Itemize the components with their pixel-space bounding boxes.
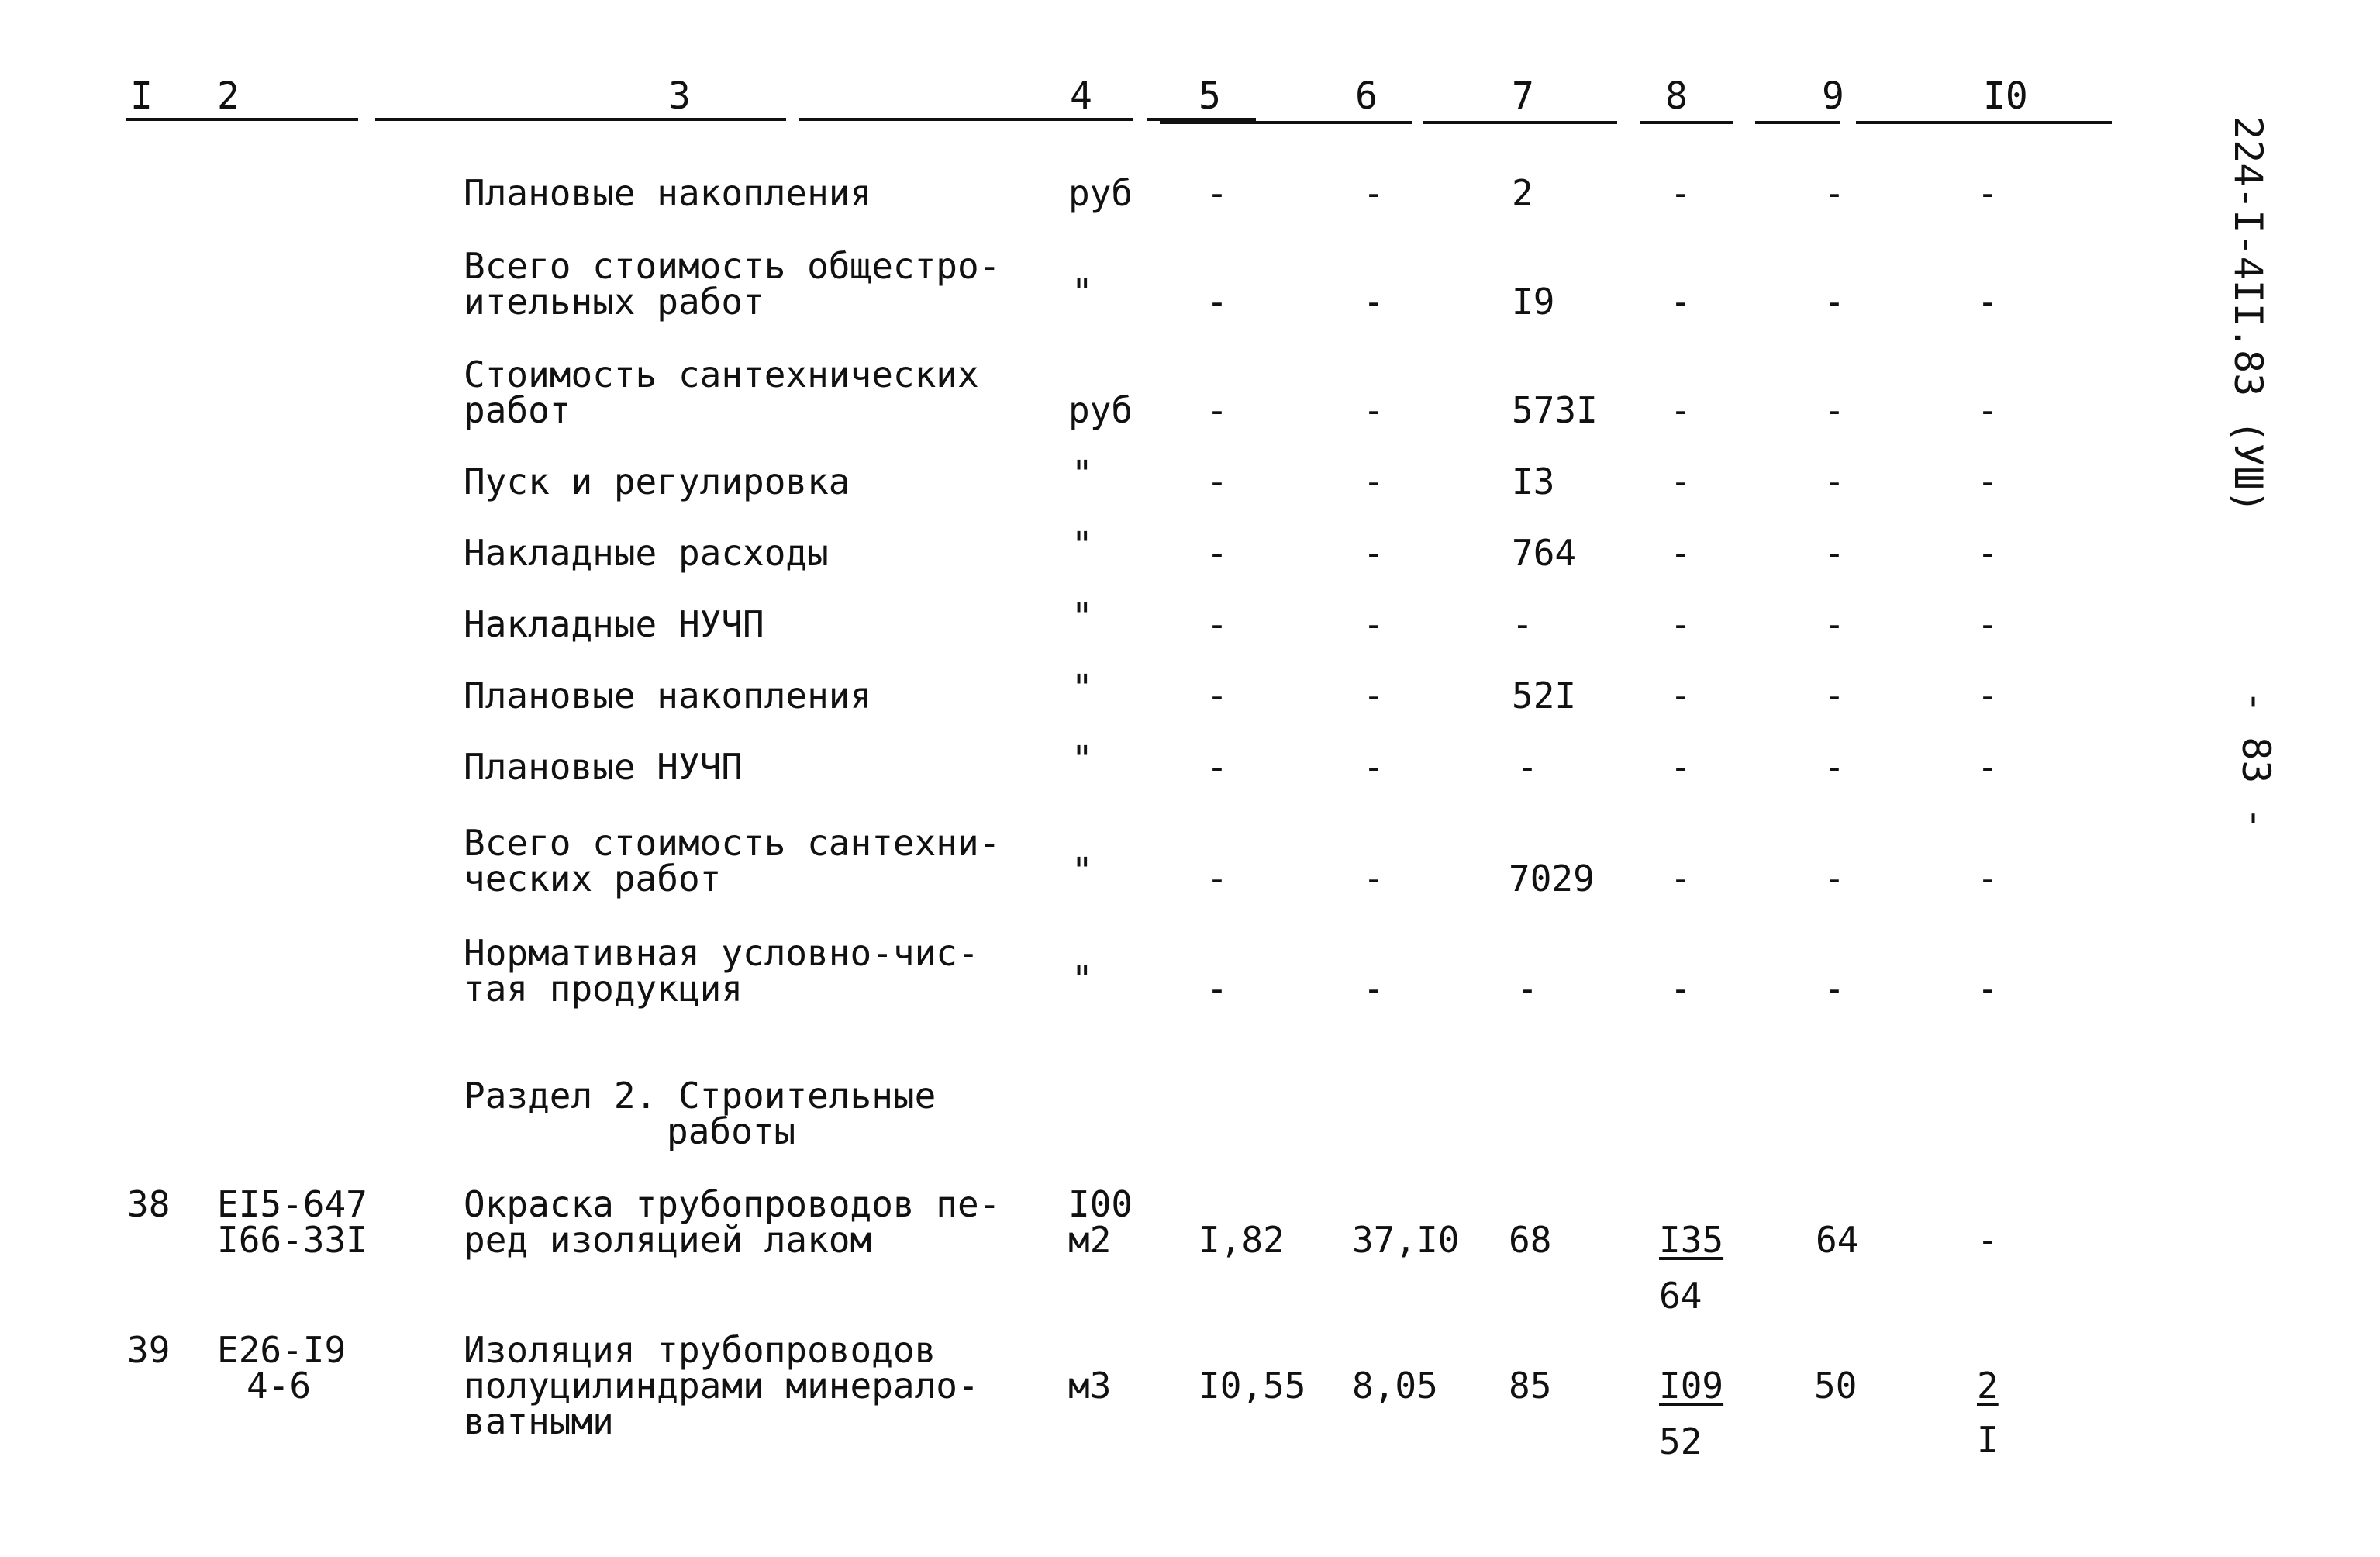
- cell-col7: -: [1516, 968, 1538, 1010]
- cell-col5: -: [1206, 746, 1228, 788]
- cell-col7: 573I: [1512, 389, 1598, 431]
- col-header-4: 4: [1070, 74, 1092, 118]
- row-unit: ": [1071, 453, 1093, 495]
- row-name-line2: ительных работ: [464, 281, 764, 323]
- cell-col6: -: [1363, 532, 1385, 574]
- cell-col7: -: [1512, 603, 1533, 645]
- row-unit: ": [1071, 958, 1093, 1000]
- cell-col5: -: [1206, 461, 1228, 502]
- cell-col9: -: [1823, 675, 1845, 716]
- col-header-6: 6: [1355, 74, 1378, 118]
- item-name-line1: Окраска трубопроводов пе-: [464, 1183, 1001, 1225]
- cell-col5: I,82: [1199, 1219, 1285, 1261]
- cell-col9: -: [1823, 389, 1845, 431]
- cell-col5: -: [1206, 968, 1228, 1010]
- row-name: Плановые НУЧП: [464, 746, 743, 788]
- row-name-line1: Всего стоимость сантехни-: [464, 822, 1001, 864]
- cell-col7: -: [1516, 746, 1538, 788]
- cell-col10: -: [1977, 746, 1999, 788]
- cell-col9: -: [1823, 172, 1845, 214]
- cell-col6: 37,I0: [1352, 1219, 1460, 1261]
- header-rule: [126, 118, 358, 121]
- col-header-8: 8: [1665, 74, 1688, 118]
- cell-col7: 68: [1509, 1219, 1552, 1261]
- item-code-line2: 4-6: [247, 1365, 312, 1407]
- cell-col8: -: [1670, 675, 1692, 716]
- cell-col9: 64: [1816, 1219, 1859, 1261]
- cell-col8: -: [1670, 389, 1692, 431]
- section-heading-line1: Раздел 2. Строительные: [464, 1075, 936, 1117]
- row-name-line1: Нормативная условно-чис-: [464, 932, 979, 974]
- item-name-line1: Изоляция трубопроводов: [464, 1329, 936, 1371]
- cell-col9: -: [1823, 603, 1845, 645]
- cell-col10: -: [1977, 389, 1999, 431]
- item-code-line1: EI5-647: [217, 1183, 367, 1225]
- cell-col5: -: [1206, 532, 1228, 574]
- header-rule: [1755, 121, 1840, 124]
- row-name: Плановые накопления: [464, 172, 872, 214]
- cell-col8: -: [1670, 461, 1692, 502]
- row-unit: ": [1071, 596, 1093, 637]
- cell-col9: -: [1823, 858, 1845, 899]
- row-name: Накладные расходы: [464, 532, 829, 574]
- cell-col9: -: [1823, 968, 1845, 1010]
- cell-col10: -: [1977, 858, 1999, 899]
- header-rule: [1856, 121, 2112, 124]
- cell-col9: -: [1823, 746, 1845, 788]
- cell-col9: 50: [1814, 1365, 1857, 1407]
- row-unit: ": [1071, 738, 1093, 780]
- row-name-line2: работ: [464, 389, 571, 431]
- cell-col10: -: [1977, 1219, 1999, 1261]
- row-name: Накладные НУЧП: [464, 603, 764, 645]
- cell-col5: -: [1206, 603, 1228, 645]
- col-header-1: I: [130, 74, 153, 118]
- cell-col8: -: [1670, 968, 1692, 1010]
- page-number: - 83 -: [2233, 690, 2278, 830]
- row-unit: руб: [1068, 172, 1133, 214]
- row-unit: ": [1071, 271, 1093, 313]
- item-code-line1: E26-I9: [217, 1329, 347, 1371]
- cell-col10: -: [1977, 532, 1999, 574]
- col-header-7: 7: [1512, 74, 1534, 118]
- cell-col8: -: [1670, 858, 1692, 899]
- item-name-line2: ред изоляцией лаком: [464, 1219, 872, 1261]
- cell-col10-bottom: I: [1977, 1419, 1999, 1461]
- cell-col7: 85: [1509, 1365, 1552, 1407]
- row-unit: ": [1071, 524, 1093, 566]
- header-rule: [1423, 121, 1617, 124]
- item-code-line2: I66-33I: [217, 1219, 367, 1261]
- cell-col7: I3: [1512, 461, 1555, 502]
- cell-col6: -: [1363, 603, 1385, 645]
- cell-col8: -: [1670, 281, 1692, 323]
- cell-col10: -: [1977, 461, 1999, 502]
- row-unit: ": [1071, 850, 1093, 892]
- cell-col6: -: [1363, 389, 1385, 431]
- cell-col9: -: [1823, 281, 1845, 323]
- cell-col8: -: [1670, 532, 1692, 574]
- item-name-line2: полуцилиндрами минерало-: [464, 1365, 979, 1407]
- cell-col6: -: [1363, 675, 1385, 716]
- row-name: Пуск и регулировка: [464, 461, 850, 502]
- cell-col7: 2: [1512, 172, 1533, 214]
- row-name-line1: Всего стоимость общестро-: [464, 245, 1001, 287]
- item-number: 38: [127, 1183, 171, 1225]
- cell-col6: -: [1363, 172, 1385, 214]
- cell-col8: -: [1670, 172, 1692, 214]
- cell-col8: -: [1670, 603, 1692, 645]
- cell-col7: 764: [1512, 532, 1577, 574]
- cell-col6: -: [1363, 461, 1385, 502]
- cell-col10: -: [1977, 603, 1999, 645]
- item-unit-line2: м2: [1068, 1219, 1112, 1261]
- cell-col6: -: [1363, 281, 1385, 323]
- cell-col8-bottom: 64: [1659, 1275, 1702, 1317]
- cell-col7: 52I: [1512, 675, 1577, 716]
- row-unit: руб: [1068, 389, 1133, 431]
- cell-col5: -: [1206, 281, 1228, 323]
- cell-col10: -: [1977, 281, 1999, 323]
- cell-col6: 8,05: [1352, 1365, 1438, 1407]
- cell-col5: I0,55: [1199, 1365, 1306, 1407]
- cell-col9: -: [1823, 461, 1845, 502]
- header-rule: [799, 118, 1133, 121]
- cell-col5: -: [1206, 389, 1228, 431]
- col-header-9: 9: [1822, 74, 1844, 118]
- cell-col7: 7029: [1509, 858, 1595, 899]
- col-header-3: 3: [668, 74, 691, 118]
- item-unit-line1: I00: [1068, 1183, 1133, 1225]
- item-number: 39: [127, 1329, 171, 1371]
- cell-col6: -: [1363, 968, 1385, 1010]
- cell-col8: -: [1670, 746, 1692, 788]
- cell-col5: -: [1206, 675, 1228, 716]
- col-header-5: 5: [1199, 74, 1221, 118]
- header-rule: [375, 118, 786, 121]
- cell-col5: -: [1206, 858, 1228, 899]
- col-header-2: 2: [217, 74, 240, 118]
- document-code: 224-I-4II.83 (УШ): [2226, 116, 2271, 513]
- item-unit: м3: [1068, 1365, 1112, 1407]
- header-rule: [1640, 121, 1733, 124]
- cell-col8-top: I35: [1659, 1219, 1724, 1261]
- cell-col8-top: I09: [1659, 1365, 1724, 1407]
- row-name-line2: тая продукция: [464, 968, 743, 1010]
- cell-col5: -: [1206, 172, 1228, 214]
- row-name-line1: Стоимость сантехнических: [464, 354, 979, 395]
- cell-col6: -: [1363, 858, 1385, 899]
- row-unit: ": [1071, 667, 1093, 709]
- row-name-line2: ческих работ: [464, 858, 722, 899]
- cell-col10: -: [1977, 968, 1999, 1010]
- cell-col7: I9: [1512, 281, 1555, 323]
- cell-col10-top: 2: [1977, 1365, 1999, 1407]
- cell-col6: -: [1363, 746, 1385, 788]
- item-name-line3: ватными: [464, 1400, 614, 1442]
- row-name: Плановые накопления: [464, 675, 872, 716]
- cell-col9: -: [1823, 532, 1845, 574]
- cell-col10: -: [1977, 172, 1999, 214]
- header-rule: [1160, 121, 1412, 124]
- cell-col10: -: [1977, 675, 1999, 716]
- cell-col8-bottom: 52: [1659, 1421, 1702, 1462]
- section-heading-line2: работы: [667, 1110, 796, 1152]
- col-header-10: I0: [1983, 74, 2028, 118]
